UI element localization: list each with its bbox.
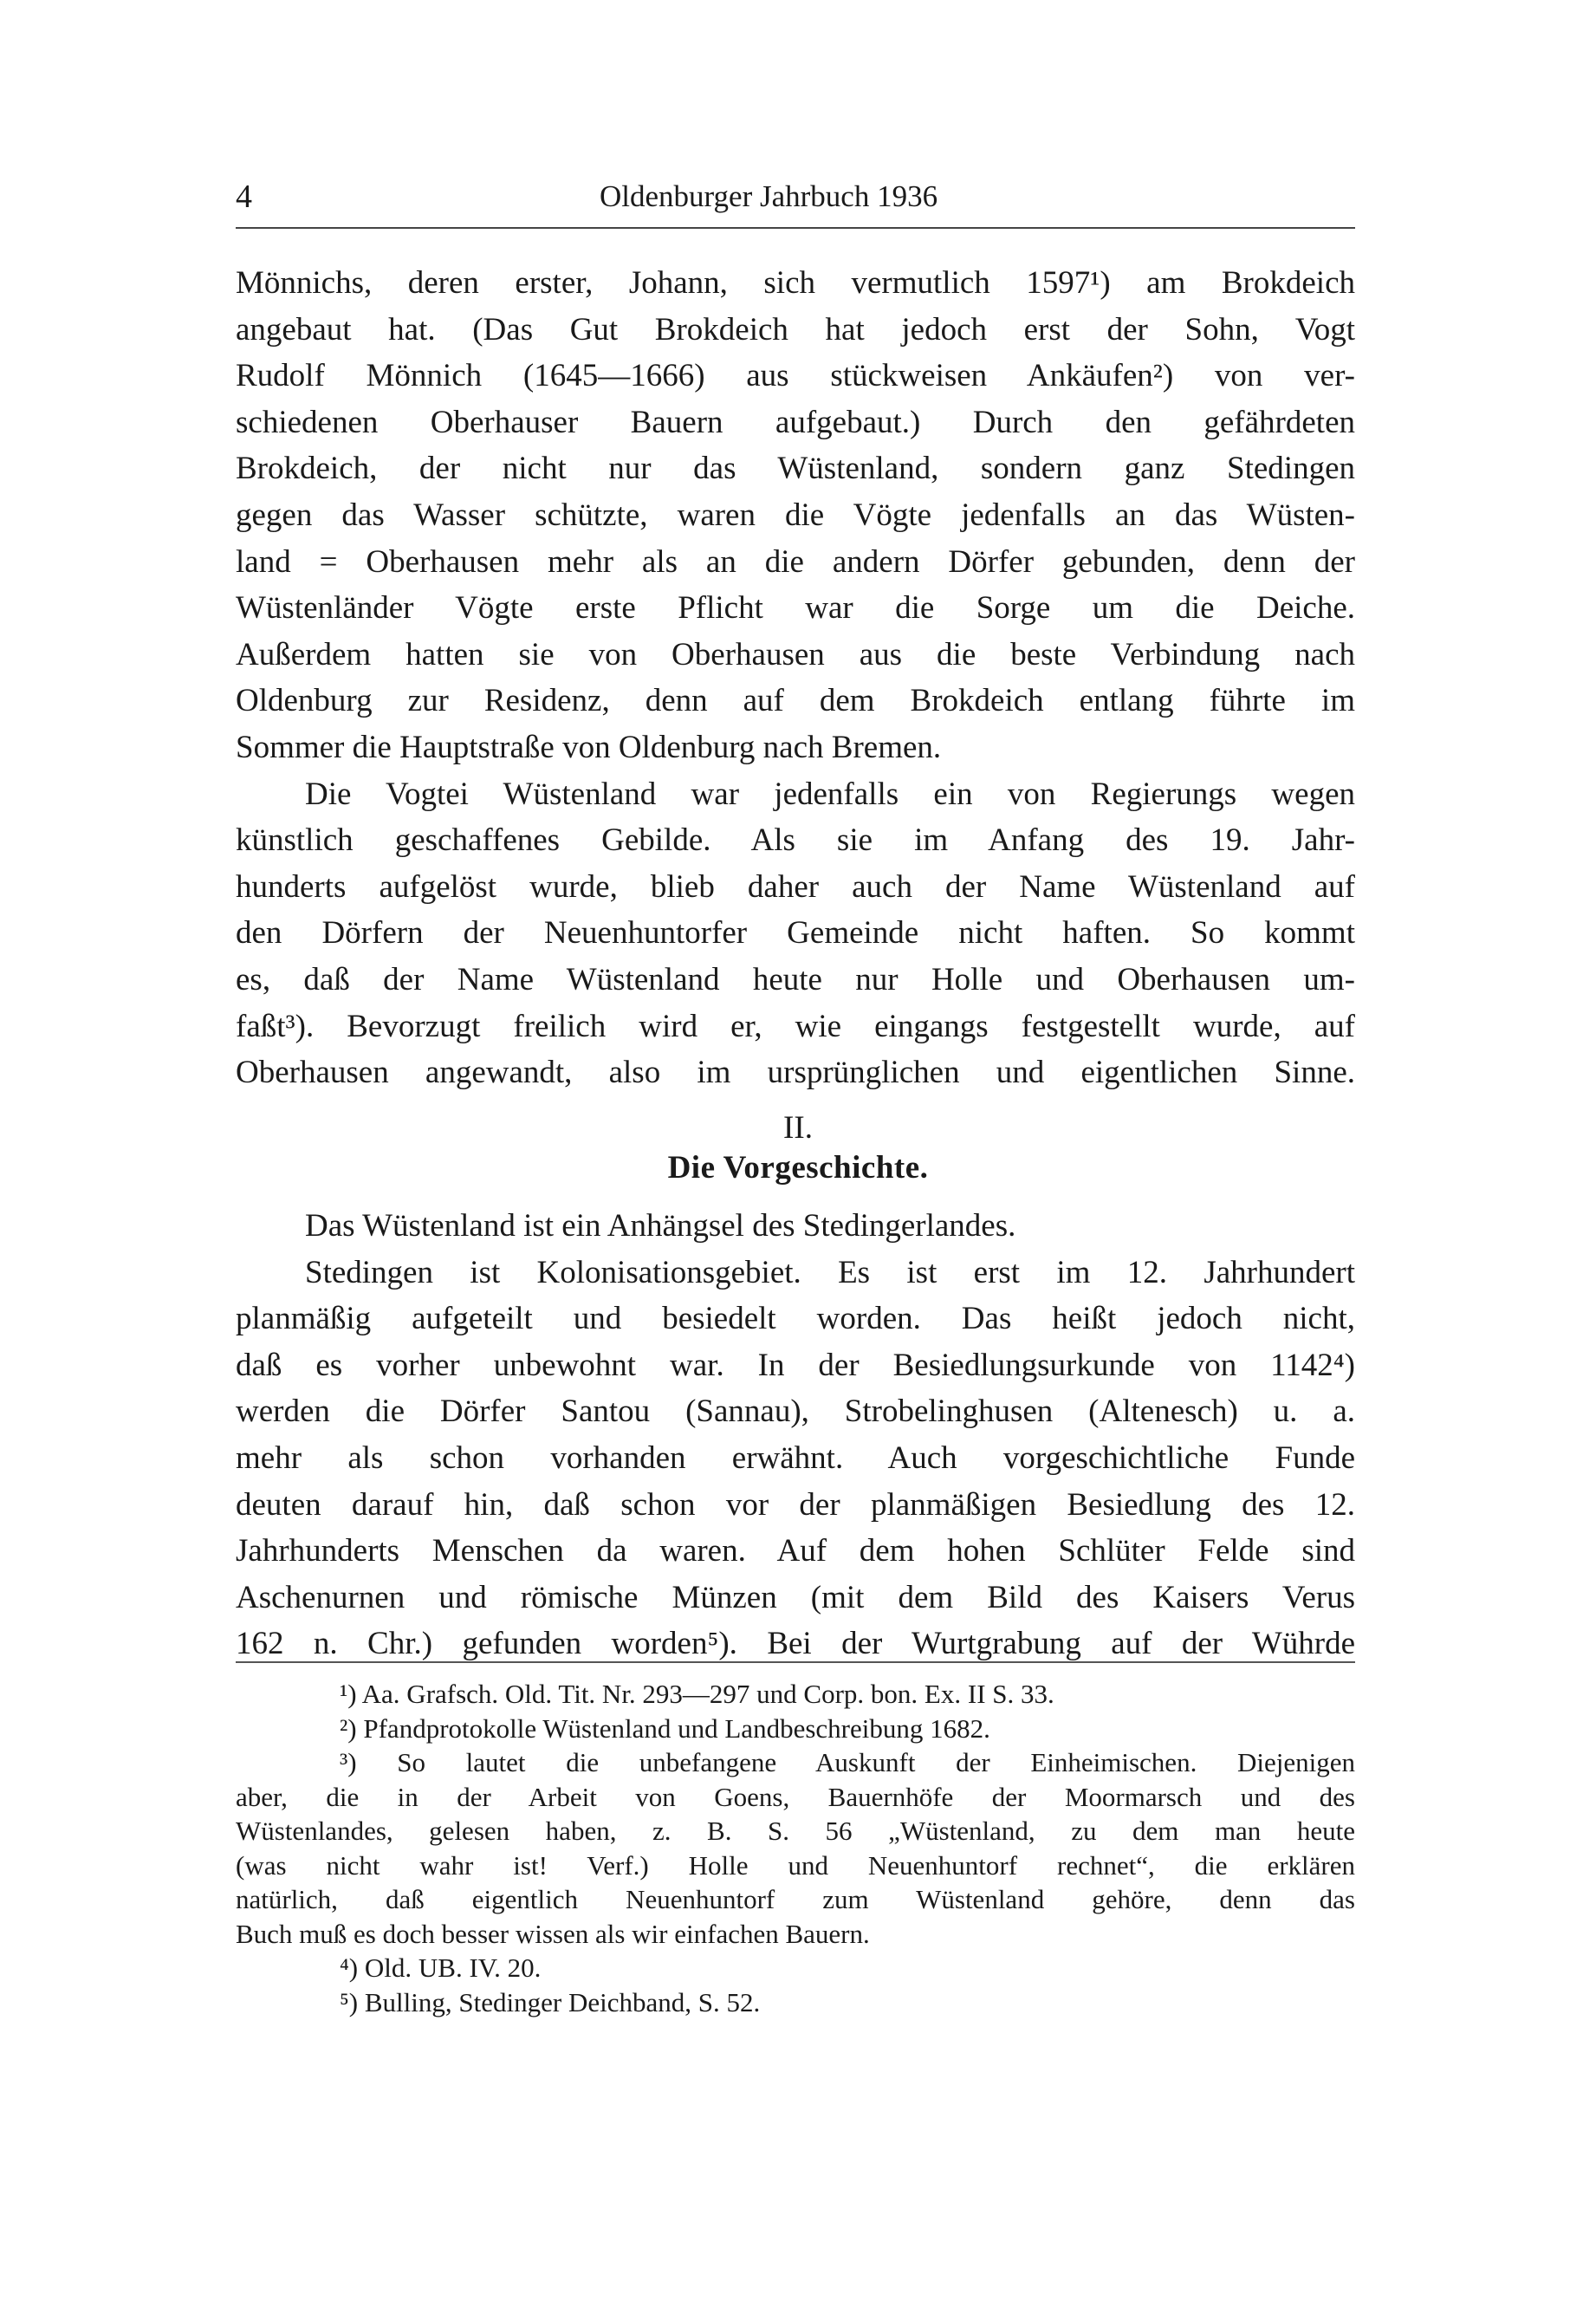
- text-line: Jahrhunderts Menschen da waren. Auf dem hohen Schlüter Felde sind: [236, 1533, 1355, 1569]
- text-line: Außerdem hatten sie von Oberhausen aus die beste Verbindung nach: [236, 636, 1355, 672]
- body-text-section: [236, 1203, 1355, 1667]
- footnote-rule: [236, 1661, 1355, 1663]
- footnote-line: aber, die in der Arbeit von Goens, Bauernhöfe der Moormarsch und des: [236, 1781, 1355, 1812]
- footnote-line: Wüstenlandes, gelesen haben, z. B. S. 56 „Wüstenland, zu dem man heute: [236, 1816, 1355, 1846]
- paragraph: [236, 260, 1355, 771]
- text-line: mehr als schon vorhanden erwähnt. Auch vorgeschichtliche Funde: [236, 1439, 1355, 1476]
- text-line: gegen das Wasser schützte, waren die Vögte jedenfalls an das Wüsten-: [236, 497, 1355, 533]
- footnote: [236, 1985, 1355, 2020]
- footnote-line: ⁵) Bulling, Stedinger Deichband, S. 52.: [340, 1986, 761, 2017]
- text-line: Oberhausen angewandt, also im ursprünglichen und eigentlichen Sinne.: [236, 1055, 1355, 1091]
- footnote-line: ²) Pfandprotokolle Wüstenland und Landbeschreibung 1682.: [340, 1712, 990, 1744]
- text-line: daß es vorher unbewohnt war. In der Besiedlungsurkunde von 1142⁴): [236, 1347, 1355, 1383]
- footnote-line: ⁴) Old. UB. IV. 20.: [340, 1952, 542, 1983]
- text-line: angebaut hat. (Das Gut Brokdeich hat jedoch erst der Sohn, Vogt: [236, 311, 1355, 348]
- text-line: Aschenurnen und römische Münzen (mit dem Bild des Kaisers Verus: [236, 1579, 1355, 1615]
- body-text-top: [236, 260, 1355, 1096]
- text-line: es, daß der Name Wüstenland heute nur Holle und Oberhausen um-: [236, 961, 1355, 997]
- text-line: künstlich geschaffenes Gebilde. Als sie im Anfang des 19. Jahr-: [236, 822, 1355, 859]
- page-number: 4: [236, 179, 252, 215]
- text-line: faßt³). Bevorzugt freilich wird er, wie eingangs festgestellt wurde, auf: [236, 1008, 1355, 1044]
- footnote-line: ³) So lautet die unbefangene Auskunft der Einheimischen. Diejenigen: [340, 1747, 1355, 1777]
- text-line: den Dörfern der Neuenhuntorfer Gemeinde nicht haften. So kommt: [236, 915, 1355, 952]
- footnote-line: (was nicht wahr ist! Verf.) Holle und Neuenhuntorf rechnet“, die erklären: [236, 1849, 1355, 1881]
- text-line: planmäßig aufgeteilt und besiedelt worden. Das heißt jedoch nicht,: [236, 1301, 1355, 1337]
- text-line: Das Wüstenland ist ein Anhängsel des Stedingerlandes.: [305, 1208, 1016, 1244]
- text-line: Oldenburg zur Residenz, denn auf dem Brokdeich entlang führte im: [236, 683, 1355, 719]
- text-line: werden die Dörfer Santou (Sannau), Strobelinghusen (Altenesch) u. a.: [236, 1394, 1355, 1430]
- footnote: [236, 1712, 1355, 1746]
- text-line: deuten darauf hin, daß schon vor der planmäßigen Besiedlung des 12.: [236, 1486, 1355, 1523]
- section-number-text: II.: [783, 1110, 813, 1146]
- running-title: Oldenburger Jahrbuch 1936: [600, 179, 938, 213]
- paragraph: [236, 1203, 1355, 1250]
- footnote-line: Buch muß es doch besser wissen als wir einfachen Bauern.: [236, 1918, 870, 1949]
- paragraph: [236, 771, 1355, 1096]
- footnote-line: natürlich, daß eigentlich Neuenhuntorf zum Wüstenland gehöre, denn das: [236, 1884, 1355, 1914]
- paragraph: [236, 1250, 1355, 1667]
- footnote: [236, 1677, 1355, 1712]
- footnotes: [236, 1677, 1355, 2019]
- footnote: [236, 1951, 1355, 1985]
- text-line: Rudolf Mönnich (1645—1666) aus stückweisen Ankäufen²) von ver-: [236, 358, 1355, 394]
- section-title: Die Vorgeschichte.: [667, 1150, 929, 1186]
- header-rule: [236, 227, 1355, 229]
- text-line: land = Oberhausen mehr als an die andern Dörfer gebunden, denn der: [236, 543, 1355, 580]
- text-line: schiedenen Oberhauser Bauern aufgebaut.) Durch den gefährdeten: [236, 404, 1355, 440]
- text-line: Stedingen ist Kolonisationsgebiet. Es ist erst im 12. Jahrhundert: [305, 1254, 1355, 1290]
- section-number: [0, 1109, 1596, 1147]
- text-line: Sommer die Hauptstraße von Oldenburg nach Bremen.: [236, 729, 942, 765]
- footnote: [236, 1745, 1355, 1951]
- text-line: Mönnichs, deren erster, Johann, sich vermutlich 1597¹) am Brokdeich: [236, 265, 1355, 301]
- page-header: [236, 178, 1362, 221]
- footnote-line: ¹) Aa. Grafsch. Old. Tit. Nr. 293—297 und Corp. bon. Ex. II S. 33.: [340, 1679, 1054, 1709]
- text-line: 162 n. Chr.) gefunden worden⁵). Bei der Wurtgrabung auf der Wührde: [236, 1626, 1355, 1662]
- text-line: hunderts aufgelöst wurde, blieb daher auch der Name Wüstenland auf: [236, 868, 1355, 905]
- text-line: Brokdeich, der nicht nur das Wüstenland, sondern ganz Stedingen: [236, 451, 1355, 487]
- text-line: Wüstenländer Vögte erste Pflicht war die Sorge um die Deiche.: [236, 590, 1355, 627]
- text-line: Die Vogtei Wüstenland war jedenfalls ein von Regierungs wegen: [305, 776, 1355, 812]
